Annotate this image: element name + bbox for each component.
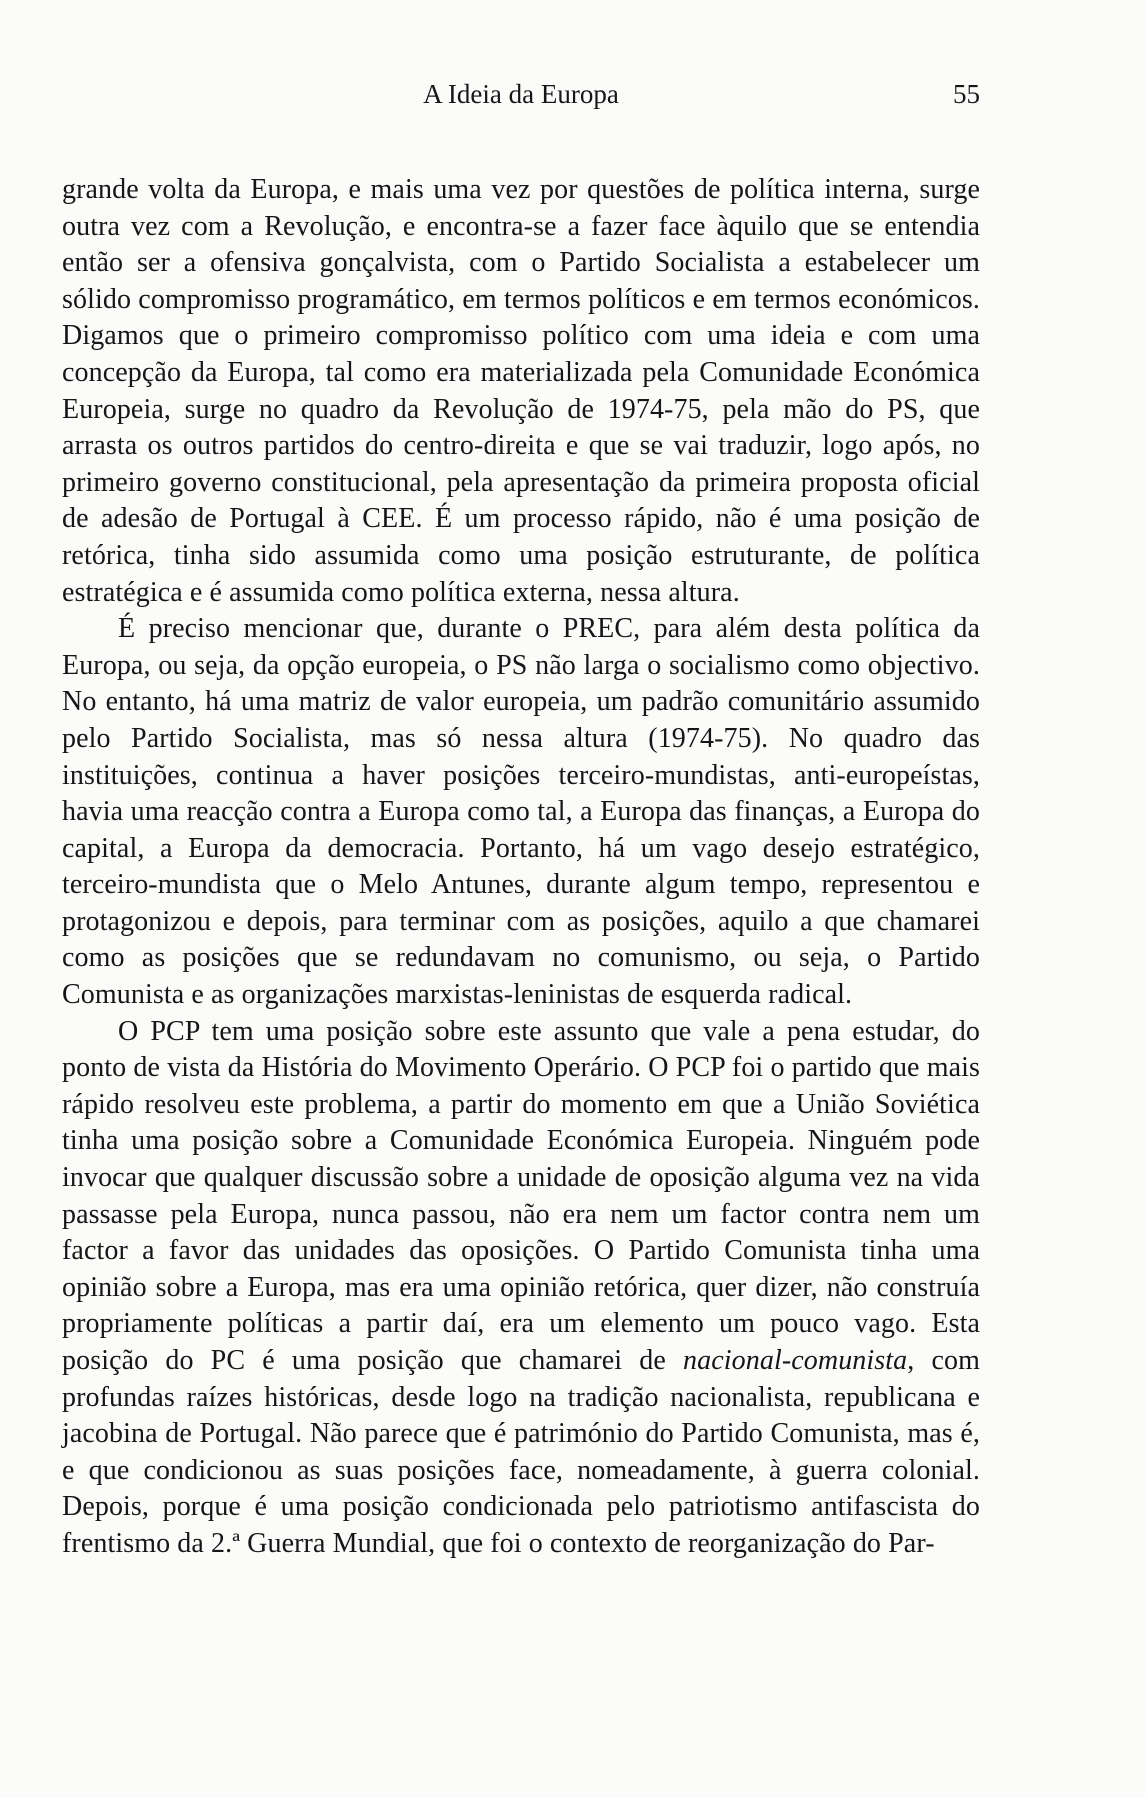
running-header bbox=[62, 74, 980, 114]
paragraph bbox=[62, 611, 980, 1014]
paragraph-text: O PCP tem uma posição sobre este assunto que vale a pena estudar, do ponto de vista da História do Movimento Operário. O PCP foi o partido que mais rápido resolveu este problema, a partir do momento em que a União Soviética tinha uma posição sobre a Comunidade Económica Europeia. Ninguém pode invocar que qualquer discussão sobre a unidade de oposição alguma vez na vida passasse pela Europa, nunca passou, não era nem um factor contra nem um factor a favor das unidades das oposições. O Partido Comunista tinha uma opinião sobre a Europa, mas era uma opinião retórica, quer dizer, não construía propriamente políticas a partir daí, era um elemento um pouco vago. Esta posição do PC é uma posição que chamarei de bbox=[62, 1015, 980, 1376]
body-text bbox=[62, 172, 980, 1563]
paragraph bbox=[62, 172, 980, 611]
italic-term: nacional-comunista bbox=[683, 1345, 908, 1376]
running-title: A Ideia da Europa bbox=[423, 79, 619, 109]
paragraph-text: grande volta da Europa, e mais uma vez por questões de política interna, surge outra vez com a Revolução, e encontra-se a fazer face àquilo que se entendia então ser a ofensiva gonçalvista, com o Partido Socialista a estabelecer um sólido compromisso programático, em termos políticos e em termos económicos. Digamos que o primeiro compromisso político com uma ideia e com uma concepção da Europa, tal como era materializada pela Comunidade Económica Europeia, surge no quadro da Revolução de 1974-75, pela mão do PS, que arrasta os outros partidos do centro-direita e que se vai traduzir, logo após, no primeiro governo constitucional, pela apresentação da primeira proposta oficial de adesão de Portugal à CEE. É um processo rápido, não é uma posição de retórica, tinha sido assumida como uma posição estruturante, de política estratégica e é assumida como política externa, nessa altura. bbox=[62, 174, 980, 608]
page-number: 55 bbox=[953, 79, 980, 109]
paragraph-text: , com profundas raízes históricas, desde logo na tradição nacionalista, republicana e jacobina de Portugal. Não parece que é património do Partido Comunista, mas é, e que condicionou as suas posições face, nomeadamente, à guerra colonial. Depois, porque é uma posição condicionada pelo patriotismo antifascista do frentismo da 2.ª Guerra Mundial, que foi o contexto de reorganização do Par- bbox=[62, 1345, 980, 1559]
paragraph bbox=[62, 1014, 980, 1563]
paragraph-text: É preciso mencionar que, durante o PREC, para além desta política da Europa, ou seja, da opção europeia, o PS não larga o socialismo como objectivo. No entanto, há uma matriz de valor europeia, um padrão comunitário assumido pelo Partido Socialista, mas só nessa altura (1974-75). No quadro das instituições, continua a haver posições terceiro-mundistas, anti-europeístas, havia uma reacção contra a Europa como tal, a Europa das finanças, a Europa do capital, a Europa da democracia. Portanto, há um vago desejo estratégico, terceiro-mundista que o Melo Antunes, durante algum tempo, representou e protagonizou e depois, para terminar com as posições, aquilo a que chamarei como as posições que se redundavam no comunismo, ou seja, o Partido Comunista e as organizações marxistas-leninistas de esquerda radical. bbox=[62, 613, 980, 1011]
